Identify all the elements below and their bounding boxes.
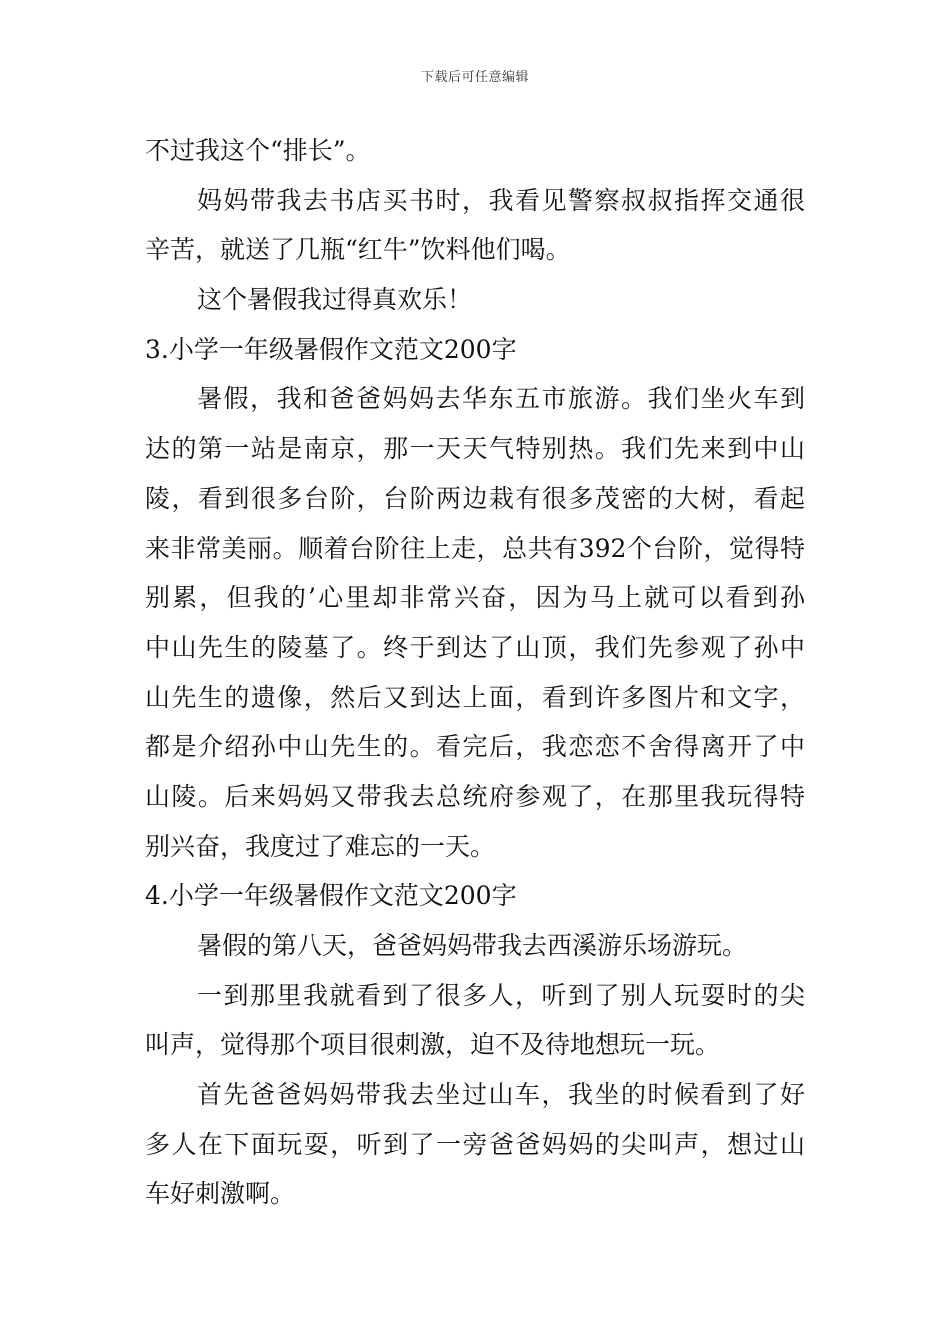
text-line: 一到那里我就看到了很多人，听到了别人玩耍时的尖	[197, 980, 805, 1010]
text-line: 中山先生的陵墓了。终于到达了山顶，我们先参观了孙中	[145, 632, 805, 662]
text-line: 山先生的遗像，然后又到达上面，看到许多图片和文字，	[145, 682, 805, 712]
text-line: 妈妈带我去书店买书时，我看见警察叔叔指挥交通很	[197, 185, 805, 215]
text-line: 陵，看到很多台阶，台阶两边栽有很多茂密的大树，看起	[145, 483, 805, 513]
text-line: 别兴奋，我度过了难忘的一天。	[145, 831, 496, 861]
text-line: 车好刺激啊。	[145, 1179, 296, 1209]
text-line: 暑假，我和爸爸妈妈去华东五市旅游。我们坐火车到	[197, 384, 805, 414]
text-line: 这个暑假我过得真欢乐！	[197, 285, 473, 315]
text-line: 暑假的第八天，爸爸妈妈带我去西溪游乐场游玩。	[197, 931, 748, 960]
text-line: 辛苦，就送了几瓶“红牛”饮料他们喝。	[145, 235, 571, 265]
text-line: 来非常美丽。顺着台阶往上走，总共有392个台阶，觉得特	[145, 533, 805, 563]
text-line: 多人在下面玩耍，听到了一旁爸爸妈妈的尖叫声，想过山	[145, 1129, 805, 1159]
text-line: 达的第一站是南京，那一天天气特别热。我们先来到中山	[145, 434, 805, 464]
text-line: 都是介绍孙中山先生的。看完后，我恋恋不舍得离开了中	[145, 732, 805, 762]
text-line: 山陵。后来妈妈又带我去总统府参观了，在那里我玩得特	[145, 781, 805, 811]
text-line: 叫声，觉得那个项目很刺激，迫不及待地想玩一玩。	[145, 1030, 721, 1060]
text-line: 不过我这个“排长”。	[145, 136, 371, 165]
text-line: 首先爸爸妈妈带我去坐过山车，我坐的时候看到了好	[197, 1080, 805, 1110]
header-note: 下载后可任意编辑	[420, 70, 529, 85]
section-heading: 3.小学一年级暑假作文范文200字	[145, 334, 517, 364]
section-heading: 4.小学一年级暑假作文范文200字	[145, 881, 517, 911]
document-body	[145, 126, 805, 1219]
text-line: 别累，但我的’心里却非常兴奋，因为马上就可以看到孙	[145, 583, 805, 613]
